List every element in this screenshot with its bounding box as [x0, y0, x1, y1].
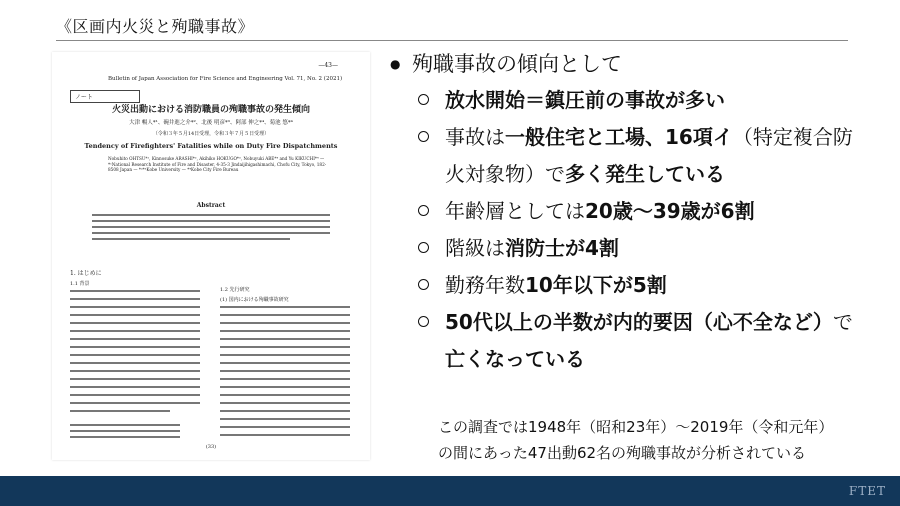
bullet-list [390, 48, 870, 378]
paper-text-line [220, 386, 350, 388]
paper-text-line [70, 338, 200, 340]
paper-title-en: Tendency of Firefighters' Fatalities while on Duty Fire Dispatchments [84, 142, 338, 150]
paper-subsection: 1.2 先行研究 [220, 287, 250, 293]
paper-text-line [220, 330, 350, 332]
paper-text-line [70, 430, 180, 432]
paper-title-ja: 火災出動における消防職員の殉職事故の発生傾向 [111, 105, 310, 115]
paper-text-line [70, 322, 200, 324]
circle-bullet-icon [418, 205, 429, 216]
bullet-item: 放水開始＝鎮圧前の事故が多い [390, 82, 870, 119]
paper-section-tag: ノート [70, 90, 140, 103]
paper-text-line [220, 378, 350, 380]
paper-text-line [92, 214, 330, 216]
paper-text-line [220, 418, 350, 420]
paper-subsection: (1) 国内における殉職事故研究 [220, 297, 289, 303]
paper-abstract-heading: Abstract [196, 202, 226, 209]
circle-bullet-icon [418, 279, 429, 290]
circle-bullet-icon [418, 242, 429, 253]
paper-text-line [70, 290, 200, 292]
paper-text-line [220, 306, 350, 308]
circle-bullet-icon [418, 131, 429, 142]
bullet-item: 階級は消防士が4割 [390, 230, 870, 267]
circle-bullet-icon [418, 94, 429, 105]
bullet-main: ● 殉職事故の傾向として [390, 48, 870, 80]
paper-text-line [70, 298, 200, 300]
paper-text-line [70, 370, 200, 372]
brand-logo: FTET [848, 484, 886, 498]
paper-text-line [220, 434, 350, 436]
paper-text-line [220, 322, 350, 324]
paper-text-line [70, 362, 200, 364]
paper-journal: Bulletin of Japan Association for Fire Science and Engineering Vol. 71, No. 2 (2021) [108, 76, 343, 82]
paper-text-line [220, 394, 350, 396]
paper-text-line [70, 386, 200, 388]
slide-title: 《区画内火災と殉職事故》 [56, 17, 255, 36]
bullet-item: 勤務年数10年以下が5割 [390, 267, 870, 304]
paper-text-line [92, 226, 330, 228]
paper-page-number: —43— [318, 62, 338, 69]
circle-bullet-icon [418, 316, 429, 327]
paper-text-line [220, 426, 350, 428]
paper-text-line [70, 346, 200, 348]
paper-footer-page: (33) [205, 444, 217, 450]
paper-text-line [220, 370, 350, 372]
paper-text-line [70, 424, 180, 426]
paper-text-line [70, 378, 200, 380]
title-divider [56, 40, 848, 41]
paper-section-heading: 1. はじめに [70, 270, 102, 277]
paper-text-line [220, 362, 350, 364]
footer-bar [0, 476, 900, 506]
paper-affiliations-en: Nobuhito OHTSU*¹, Kinnosuke ARASHI*², Akihiko HOKUGO*³, Nobuyuki ABE*⁴ and Yu KIKUCHI*⁴ — *¹National Research Institute of Fire and Disaster, 4-35-3 Jindaijihigashimachi, Chofu City, Tokyo, 182-8508 Japan — *²*³Kobe University — *⁴Kobe City Fire Bureau [108, 156, 327, 172]
paper-text-line [70, 354, 200, 356]
paper-date-ja: （令和３年５月14日受理，令和３年７月５日受理） [152, 131, 270, 137]
bullet-item: 50代以上の半数が内的要因（心不全など）で亡くなっている [390, 304, 870, 378]
paper-text-line [92, 232, 330, 234]
footnote-line: の間にあった47出動62名の殉職事故が分析されている [438, 444, 807, 462]
paper-text-line [220, 314, 350, 316]
paper-text-line [70, 306, 200, 308]
paper-text-line [92, 238, 290, 240]
paper-text-line [70, 314, 200, 316]
paper-authors-ja: 大津 暢人*¹、碗井進之介*²、北後 明彦*³、阿部 伸之*⁴、菊池 悠*⁴ [129, 120, 293, 126]
paper-subsection: 1.1 背景 [70, 281, 90, 287]
bullet-item: 事故は一般住宅と工場、16項イ（特定複合防火対象物）で多く発生している [390, 119, 870, 193]
bullet-item: 年齢層としては20歳〜39歳が6割 [390, 193, 870, 230]
paper-text-line [220, 346, 350, 348]
paper-text-line [220, 402, 350, 404]
paper-text-line [220, 354, 350, 356]
paper-text-line [70, 410, 170, 412]
paper-text-line [70, 436, 180, 438]
paper-text-line [70, 394, 200, 396]
paper-text-line [70, 330, 200, 332]
paper-text-line [220, 338, 350, 340]
footnote-line: この調査では1948年（昭和23年）〜2019年（令和元年） [438, 418, 834, 436]
paper-text-line [70, 402, 200, 404]
paper-excerpt-image [52, 52, 370, 460]
paper-text-line [220, 410, 350, 412]
footnote [438, 414, 833, 466]
paper-text-line [92, 220, 330, 222]
